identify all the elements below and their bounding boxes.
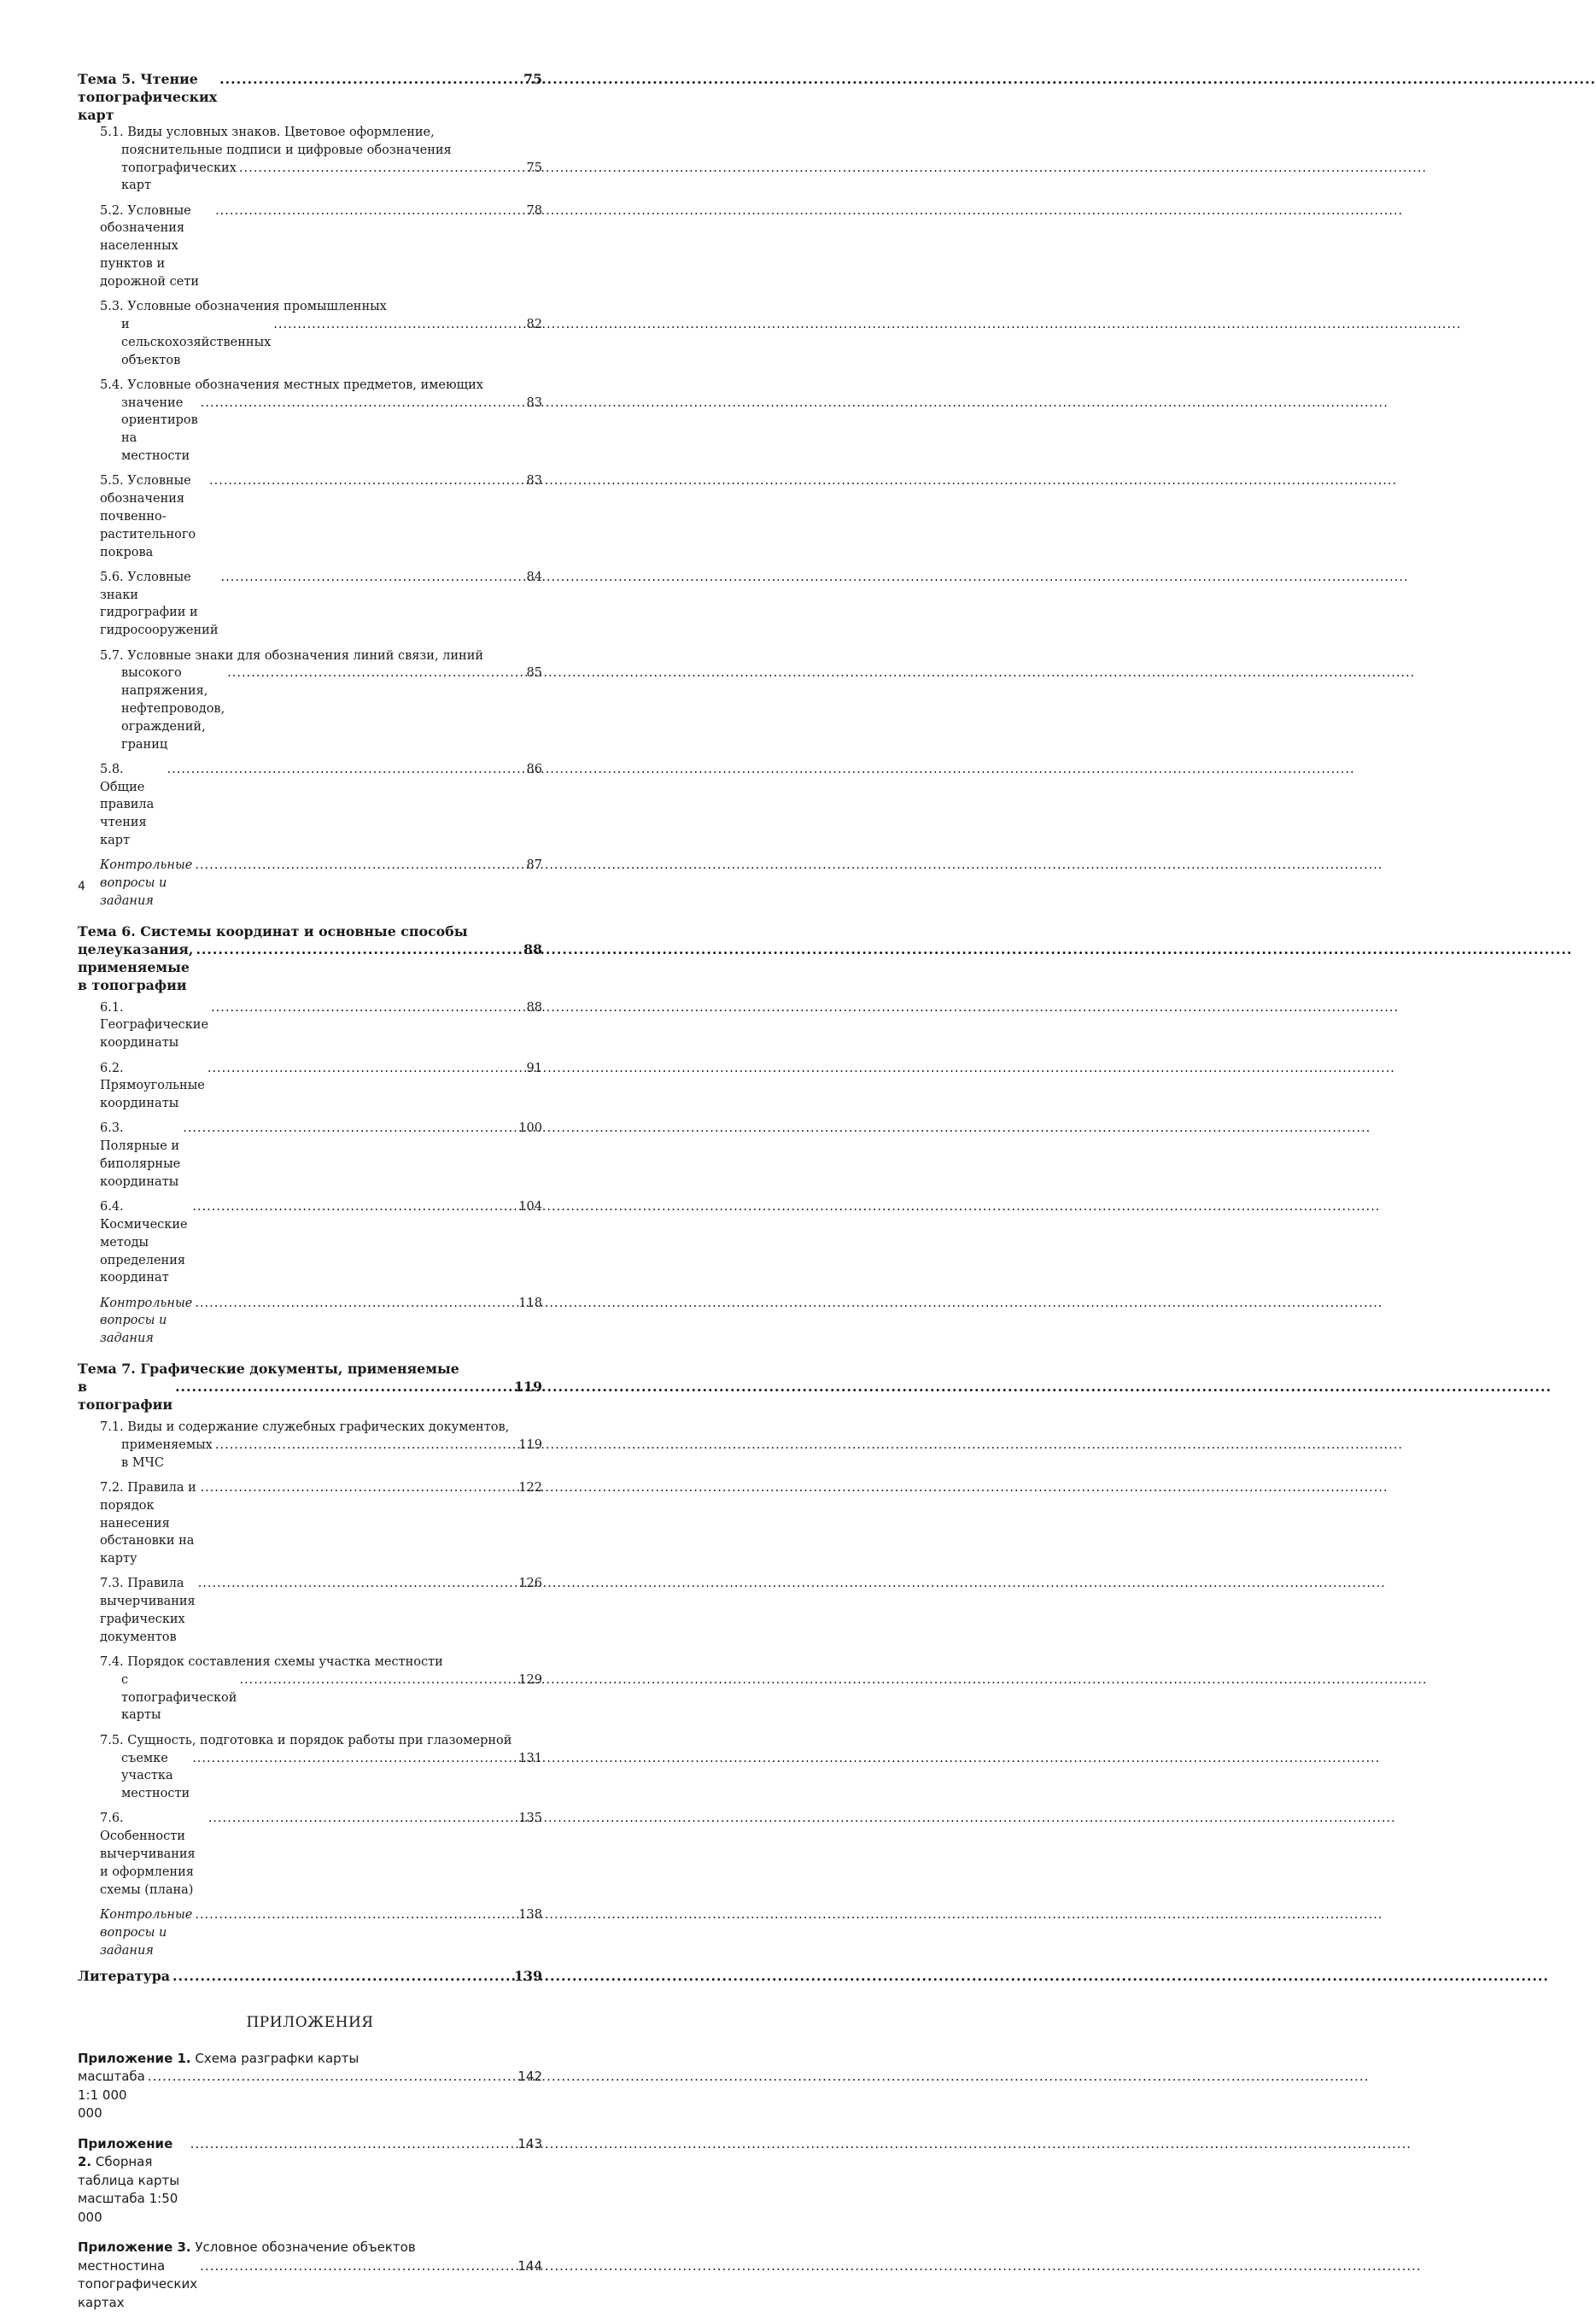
- leader-dots: [183, 1120, 516, 1138]
- page-ref: 138: [518, 1907, 542, 1922]
- item-line: 7.2. Правила и порядок нанесения обстановки на карту: [100, 1480, 196, 1566]
- toc-topic-7: [78, 1360, 542, 1959]
- item-line: 5.3. Условные обозначения промышленных: [100, 300, 387, 314]
- toc-item[interactable]: [100, 1198, 542, 1287]
- item-line: 5.5. Условные обозначения почвенно-растительного покрова: [100, 474, 196, 559]
- toc-item-questions[interactable]: [100, 857, 542, 910]
- page-ref: 122: [518, 1480, 542, 1495]
- toc-item[interactable]: [100, 377, 542, 465]
- page-ref: 82: [526, 317, 542, 331]
- appendix-line: Сборная таблица карты масштаба 1:50 000: [78, 2154, 180, 2225]
- leader-dots: [208, 1810, 517, 1828]
- page-ref: 144: [517, 2257, 542, 2274]
- leader-dots: [175, 1378, 512, 1396]
- leader-dots: [198, 1575, 517, 1593]
- leader-dots: [201, 395, 524, 413]
- toc-topic-6: [78, 922, 542, 1348]
- leader-dots: [195, 857, 523, 875]
- page-ref: 88: [526, 1000, 542, 1015]
- page-number: 4: [78, 880, 85, 893]
- page-ref: 83: [526, 474, 542, 489]
- toc-item[interactable]: [100, 1060, 542, 1113]
- toc-appendix-3[interactable]: [78, 2239, 542, 2312]
- appendix-line: Схема разграфки карты: [195, 2050, 360, 2066]
- item-line: Контрольные вопросы и задания: [100, 1907, 193, 1958]
- leader-dots: [192, 1198, 516, 1216]
- leader-dots: [215, 1437, 516, 1455]
- toc-item[interactable]: [100, 124, 542, 195]
- topic-sections: [78, 1419, 542, 1959]
- page-ref: 139: [514, 1967, 542, 1984]
- appendix-line: Условное обозначение объектов: [195, 2239, 416, 2256]
- leader-dots: [195, 1295, 516, 1313]
- toc-item-questions[interactable]: [100, 1295, 542, 1348]
- item-line: 7.1. Виды и содержание служебных графических документов,: [100, 1420, 510, 1435]
- item-line: 7.3. Правила вычерчивания графических документов: [100, 1577, 196, 1644]
- toc-topic-5: [78, 70, 542, 910]
- leader-dots: [208, 1060, 524, 1078]
- toc-item[interactable]: [100, 202, 542, 291]
- leader-dots: [215, 202, 523, 220]
- page-ref: 129: [518, 1672, 542, 1687]
- topic-heading[interactable]: [78, 1360, 542, 1414]
- page-ref: 75: [523, 71, 542, 87]
- toc-item[interactable]: [100, 647, 542, 754]
- item-line: высокого напряжения, нефтепроводов, ограждений, границ: [121, 666, 225, 752]
- item-line: Контрольные вопросы и задания: [100, 1296, 193, 1346]
- item-line: 5.8. Общие правила чтения карт: [100, 762, 155, 847]
- leader-dots: [190, 2135, 516, 2154]
- page-ref: 131: [518, 1751, 542, 1765]
- item-line: с топографической карты: [121, 1672, 237, 1723]
- toc-item[interactable]: [100, 761, 542, 850]
- topic-heading[interactable]: [78, 922, 542, 994]
- toc-item[interactable]: [100, 1479, 542, 1568]
- item-line: и сельскохозяйственных объектов: [121, 317, 272, 367]
- item-line: 5.6. Условные знаки гидрографии и гидросооружений: [100, 570, 219, 638]
- leader-dots: [209, 472, 524, 490]
- leader-dots: [192, 1750, 516, 1768]
- leader-dots: [219, 70, 521, 88]
- topic-title: целеуказания, применяемые в топографии: [78, 940, 194, 993]
- item-line: 5.2. Условные обозначения населенных пунктов и дорожной сети: [100, 203, 200, 289]
- page-ref: 119: [514, 1379, 542, 1396]
- page-ref: 87: [526, 858, 542, 873]
- literature-title: Литература: [78, 1967, 170, 1984]
- item-line: 5.7. Условные знаки для обозначения линий связи, линий: [100, 648, 484, 663]
- item-line: 6.1. Географические координаты: [100, 1000, 209, 1051]
- appendix-line: масштаба 1:1 000 000: [78, 2069, 145, 2122]
- item-line: Контрольные вопросы и задания: [100, 858, 193, 908]
- topic-title: Тема 5. Чтение топографических карт: [78, 71, 218, 123]
- leader-dots: [172, 1967, 512, 1985]
- topic-sections: [78, 124, 542, 910]
- appendices-heading: ПРИЛОЖЕНИЯ: [246, 2013, 374, 2031]
- leader-dots: [200, 1479, 516, 1497]
- item-line: пояснительные подписи и цифровые обозначения: [121, 143, 452, 157]
- page-ref: 78: [526, 203, 542, 218]
- toc-literature[interactable]: [78, 1967, 542, 1985]
- item-line: 6.3. Полярные и биполярные координаты: [100, 1121, 181, 1189]
- toc-item[interactable]: [100, 472, 542, 561]
- leader-dots: [211, 999, 524, 1017]
- item-line: топографических карт: [121, 161, 237, 193]
- toc-item[interactable]: [100, 1654, 542, 1724]
- page-ref: 85: [526, 666, 542, 681]
- toc-item[interactable]: [100, 298, 542, 369]
- toc-appendix-1[interactable]: [78, 2050, 542, 2123]
- page-ref: 75: [526, 161, 542, 175]
- toc-item[interactable]: [100, 1732, 542, 1803]
- page-ref: 143: [517, 2135, 542, 2151]
- toc-appendix-2[interactable]: [78, 2135, 542, 2227]
- topic-title: Тема 6. Системы координат и основные способы: [78, 922, 468, 940]
- appendix-label: Приложение 1.: [78, 2050, 191, 2066]
- page-ref: 142: [517, 2069, 542, 2085]
- page-ref: 126: [518, 1577, 542, 1591]
- item-line: 6.2. Прямоугольные координаты: [100, 1061, 205, 1111]
- topic-title: в топографии: [78, 1379, 173, 1414]
- toc-item[interactable]: [100, 999, 542, 1052]
- item-line: 5.4. Условные обозначения местных предметов, имеющих: [100, 378, 483, 392]
- toc-item[interactable]: [100, 569, 542, 640]
- leader-dots: [148, 2068, 516, 2087]
- leader-dots: [221, 569, 524, 587]
- topic-heading[interactable]: [78, 70, 542, 124]
- table-of-contents: [78, 70, 542, 2324]
- leader-dots: [239, 160, 524, 178]
- item-line: 7.6. Особенности вычерчивания и оформления схемы (плана): [100, 1812, 196, 1897]
- toc-item[interactable]: [100, 1810, 542, 1899]
- page-ref: 100: [518, 1121, 542, 1136]
- toc-item-questions[interactable]: [100, 1906, 542, 1959]
- topic-title: Тема 7. Графические документы, применяемые: [78, 1361, 459, 1378]
- leader-dots: [167, 761, 524, 779]
- item-line: применяемых в МЧС: [121, 1437, 213, 1470]
- page-ref: 83: [526, 395, 542, 410]
- page-ref: 118: [518, 1296, 542, 1310]
- item-line: 6.4. Космические методы определения координат: [100, 1200, 188, 1285]
- appendix-label: Приложение 3.: [78, 2239, 191, 2256]
- leader-dots: [195, 1906, 516, 1924]
- page-ref: 135: [518, 1812, 542, 1826]
- leader-dots: [196, 940, 521, 958]
- leader-dots: [239, 1671, 516, 1689]
- leader-dots: [227, 664, 523, 682]
- page-ref: 88: [523, 940, 542, 957]
- page-ref: 86: [526, 762, 542, 776]
- topic-sections: [78, 999, 542, 1348]
- item-line: съемке участка местности: [121, 1751, 190, 1801]
- page-ref: 84: [526, 570, 542, 584]
- appendix-line: местностина топографических картах: [78, 2257, 198, 2310]
- item-line: 7.4. Порядок составления схемы участка местности: [100, 1655, 443, 1670]
- item-line: 5.1. Виды условных знаков. Цветовое оформление,: [100, 126, 435, 139]
- leader-dots: [200, 2257, 515, 2276]
- page-ref: 104: [518, 1200, 542, 1215]
- appendix-label: Приложение 2.: [78, 2135, 173, 2170]
- item-line: значение ориентиров на местности: [121, 395, 198, 464]
- page-ref: 119: [518, 1437, 542, 1452]
- page-ref: 91: [526, 1061, 542, 1075]
- toc-item[interactable]: [100, 1419, 542, 1472]
- toc-item[interactable]: [100, 1120, 542, 1191]
- item-line: 7.5. Сущность, подготовка и порядок работы при глазомерной: [100, 1733, 512, 1747]
- leader-dots: [273, 316, 523, 334]
- toc-item[interactable]: [100, 1575, 542, 1646]
